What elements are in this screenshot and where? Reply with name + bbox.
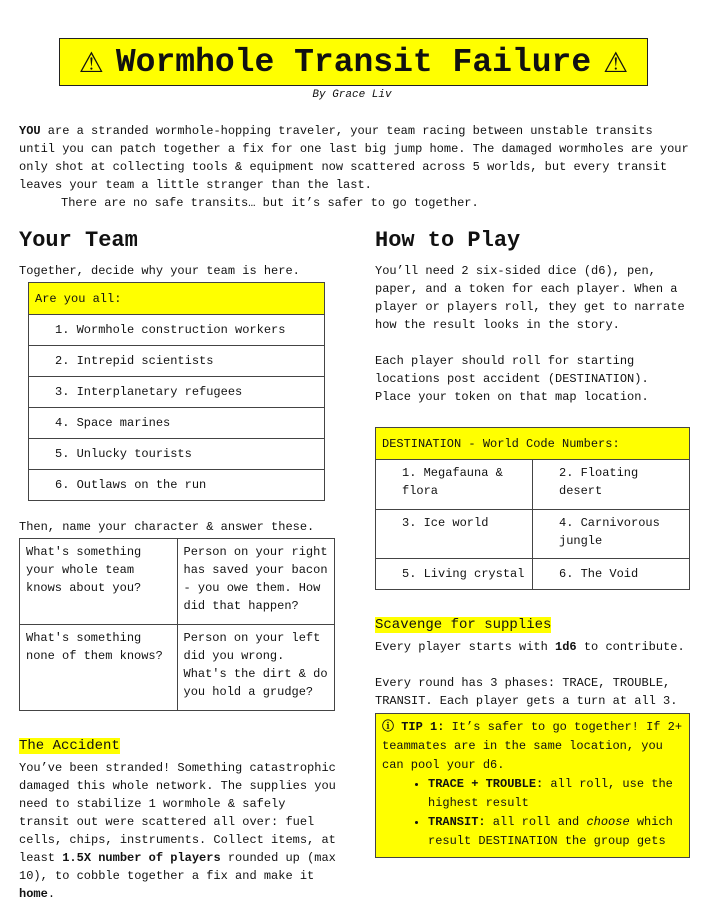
tip-bullets	[382, 775, 683, 851]
question-cell: What's something none of them knows?	[20, 625, 178, 711]
intro	[19, 122, 689, 212]
tip-bullet: • TRANSIT: all roll and choose which result DESTINATION the group gets	[428, 813, 683, 851]
accident-text: You’ve been stranded! Something catastrophic damaged this whole network. The supplies you need to stabilize 1 wormhole & safely transit out were scattered all over: fuel cells, chips, instruments. Collect items, at least 1.5X number of players rounded up (max 10), to cobble together a fix and make it home.	[19, 761, 336, 901]
destination-header: DESTINATION - World Code Numbers:	[376, 428, 690, 460]
question-cell: What's something your whole team knows about you?	[20, 539, 178, 625]
tip-text: ⓘ TIP 1: It’s safer to go together! If 2+ teammates are in the same location, you can pool your d6.	[382, 720, 683, 772]
destination-cell: 3. Ice world	[376, 510, 533, 559]
intro-text: are a stranded wormhole-hopping traveler, your team racing between unstable transits until you can patch together a fix for one last big jump home. The damaged wormholes are your only shot at collecting tools & equipment now scattered across 5 worlds, but every transit leaves your team a little stranger than the last.	[19, 124, 689, 192]
destination-cell: 4. Carnivorous jungle	[533, 510, 690, 559]
destination-cell: 5. Living crystal	[376, 559, 533, 590]
team-option: 4. Space marines	[29, 408, 325, 439]
destination-cell: 1. Megafauna & flora	[376, 460, 533, 510]
warning-icon: ⚠	[78, 45, 104, 79]
team-option: 2. Intrepid scientists	[29, 346, 325, 377]
how-to-play-heading: How to Play	[375, 228, 521, 253]
intro-line2: There are no safe transits… but it’s safer to go together.	[61, 196, 479, 210]
destination-table	[375, 427, 690, 590]
intro-paragraph	[19, 122, 689, 194]
how-to-play-p1: You’ll need 2 six-sided dice (d6), pen, paper, and a token for each player. When a player or players roll, they get to narrate how the result looks in the story.	[375, 264, 685, 332]
then-prompt: Then, name your character & answer these.	[19, 520, 315, 534]
scavenge-p1: Every player starts with 1d6 to contribute.	[375, 640, 685, 654]
destination-cell: 2. Floating desert	[533, 460, 690, 510]
scavenge-p2: Every round has 3 phases: TRACE, TROUBLE, TRANSIT. Each player gets a turn at all 3.	[375, 676, 678, 708]
page-title: Wormhole Transit Failure	[115, 43, 592, 81]
question-cell: Person on your right has saved your bacon - you owe them. How did that happen?	[177, 539, 335, 625]
how-to-play-p2: Each player should roll for starting locations post accident (DESTINATION). Place your token on that map location.	[375, 354, 649, 404]
team-option: 5. Unlucky tourists	[29, 439, 325, 470]
byline: By Grace Liv	[312, 89, 392, 101]
team-prompt: Together, decide why your team is here.	[19, 264, 300, 278]
team-options-table	[28, 282, 325, 501]
tip-bullet: • TRACE + TROUBLE: all roll, use the highest result	[428, 775, 683, 813]
intro-lead: YOU	[19, 124, 41, 138]
question-cell: Person on your left did you wrong. What's the dirt & do you hold a grudge?	[177, 625, 335, 711]
your-team-heading: Your Team	[19, 228, 138, 253]
team-option: 3. Interplanetary refugees	[29, 377, 325, 408]
team-table-header: Are you all:	[29, 283, 325, 315]
info-icon: ⓘ	[382, 720, 395, 734]
team-option: 1. Wormhole construction workers	[29, 315, 325, 346]
warning-icon: ⚠	[603, 45, 629, 79]
questions-table	[19, 538, 335, 711]
title-banner	[59, 38, 648, 86]
accident-heading: The Accident	[19, 738, 120, 754]
tip-box	[375, 713, 690, 858]
destination-cell: 6. The Void	[533, 559, 690, 590]
team-option: 6. Outlaws on the run	[29, 470, 325, 501]
scavenge-heading: Scavenge for supplies	[375, 617, 552, 633]
